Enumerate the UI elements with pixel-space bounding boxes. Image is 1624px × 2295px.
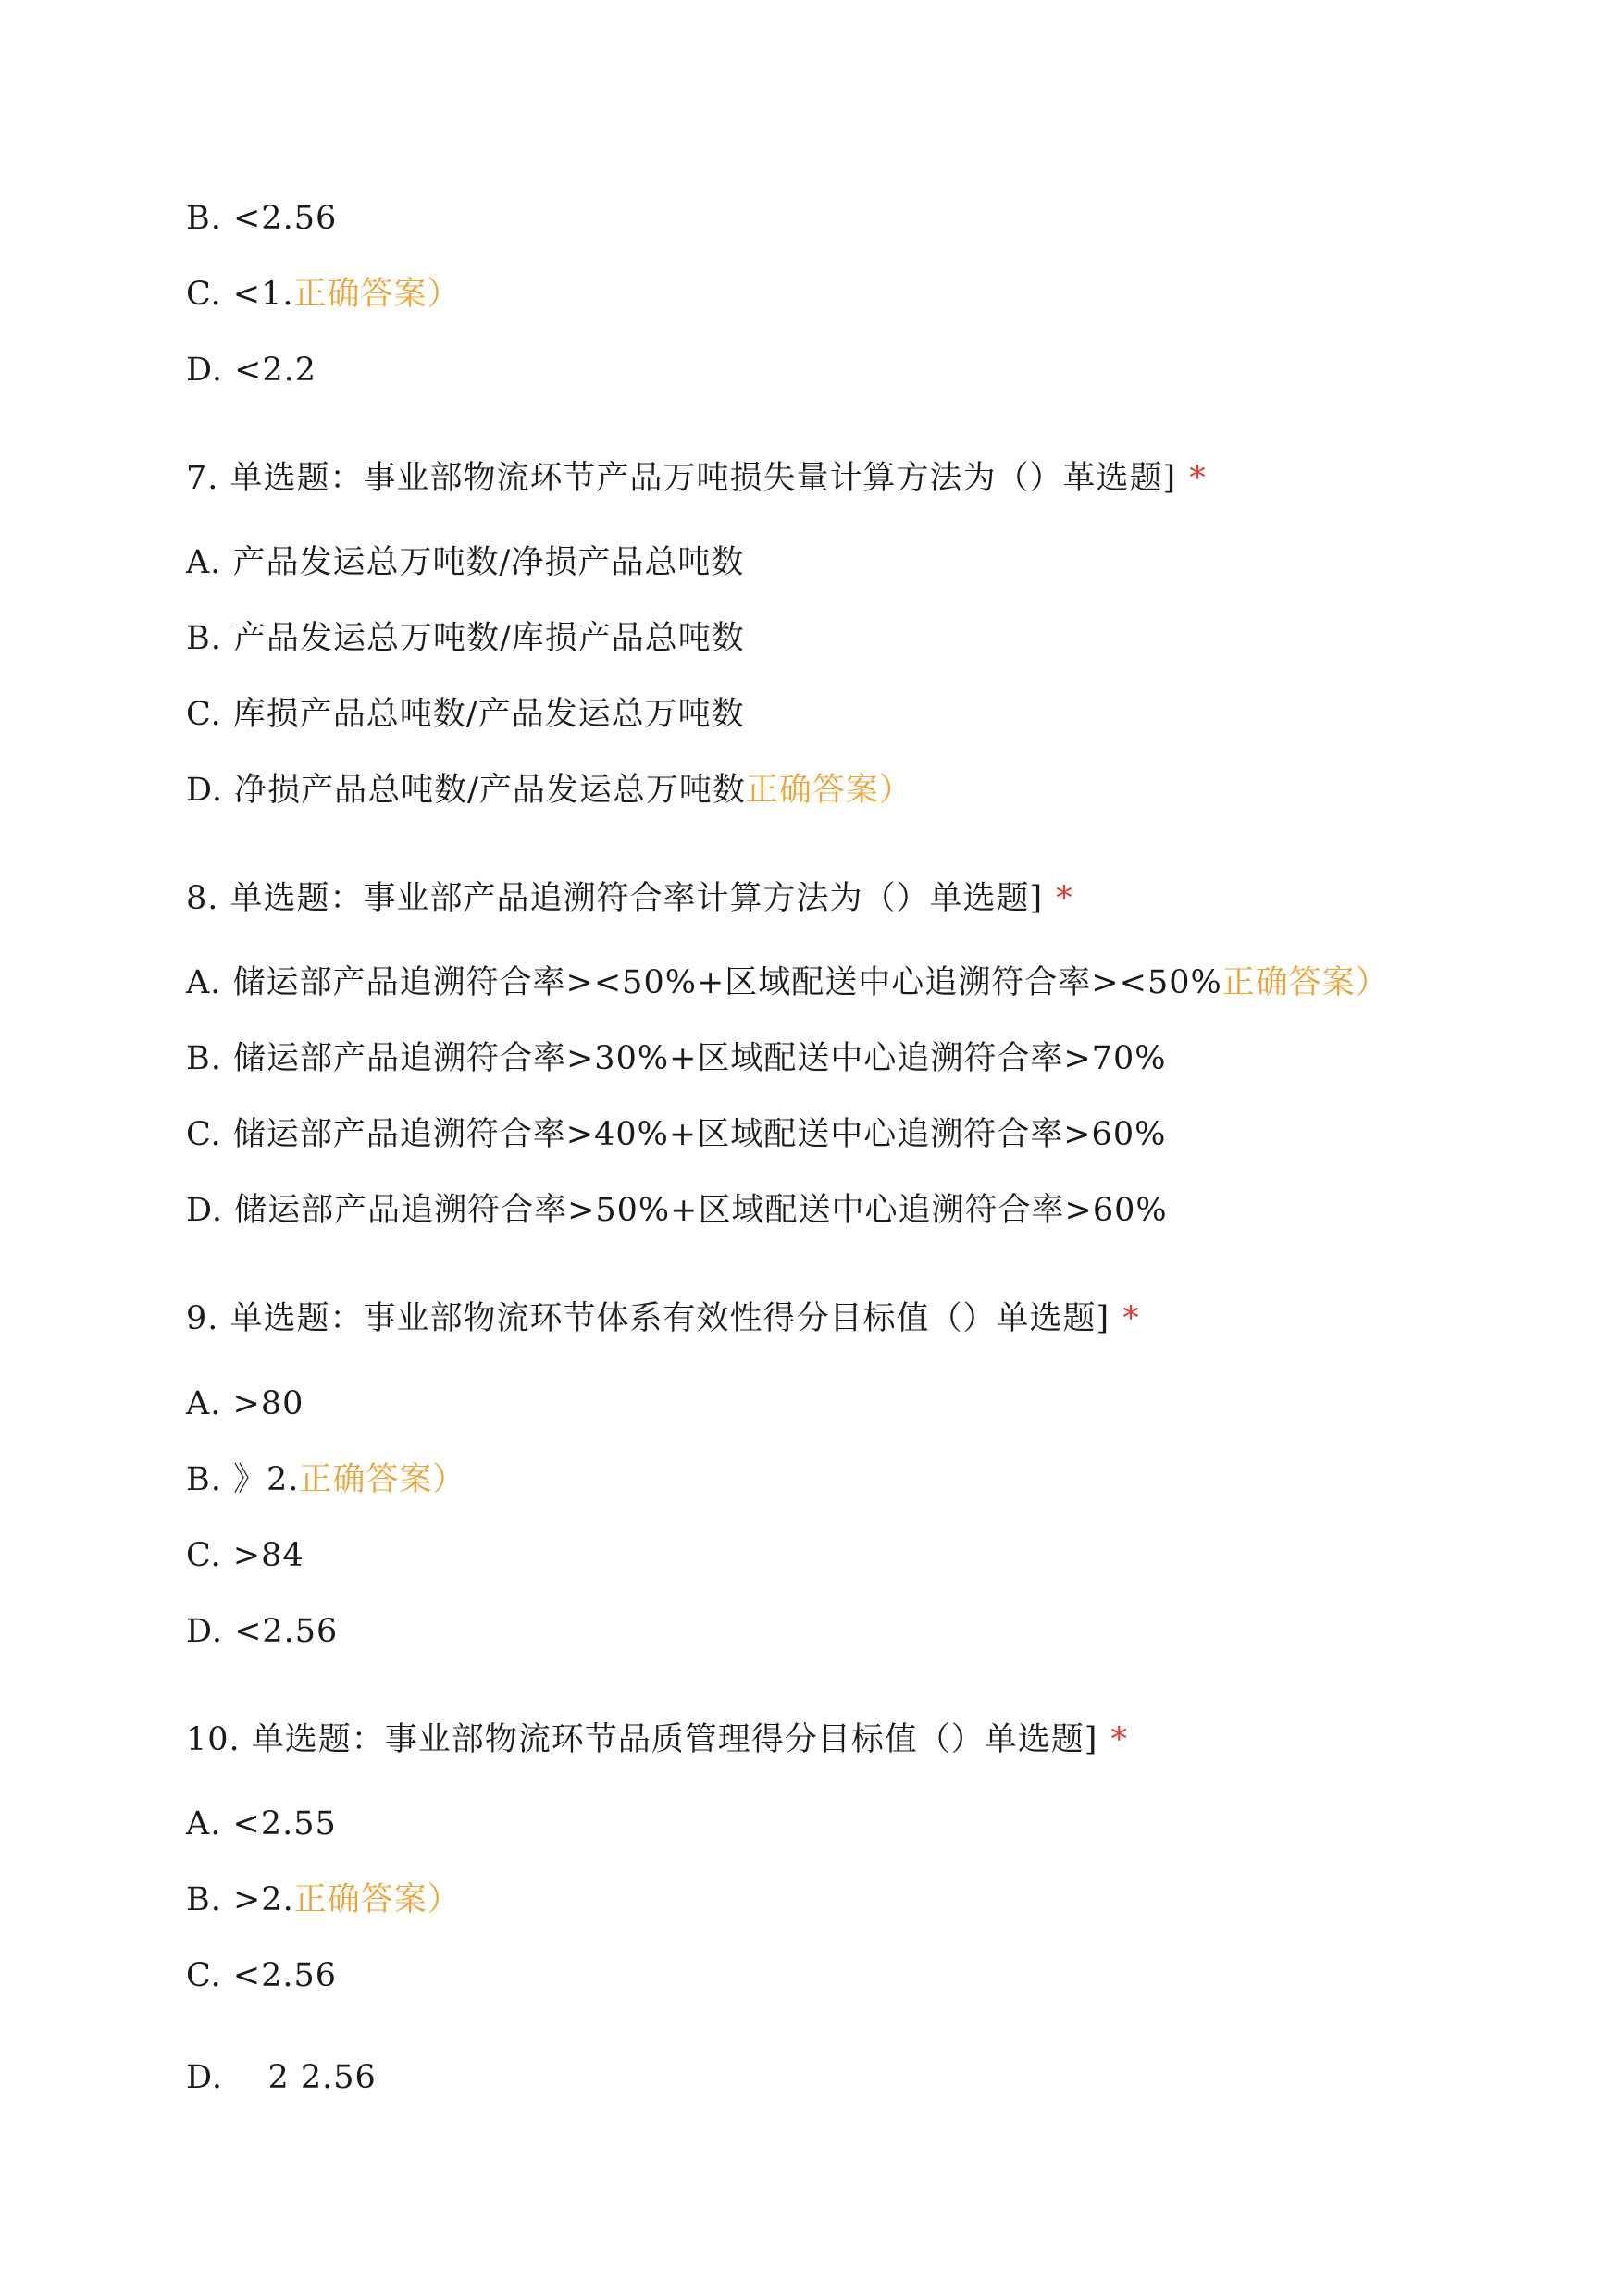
correct-answer-marker: 正确答案） <box>745 772 912 809</box>
correct-answer-marker: 正确答案） <box>293 1881 461 1918</box>
option-line: B. >2.正确答案） <box>186 1881 461 1918</box>
required-marker: * <box>1110 1721 1128 1758</box>
option-line: D. <2.56 <box>186 1613 339 1650</box>
question-line: 8. 单选题：事业部产品追溯符合率计算方法为（）单选题] * <box>186 880 1073 917</box>
required-marker: * <box>1189 460 1207 497</box>
option-line: C. 储运部产品追溯符合率>40%+区域配送中心追溯符合率>60% <box>186 1116 1167 1153</box>
option-line: C. 库损产品总吨数/产品发运总万吨数 <box>186 696 745 733</box>
option-line: D. <2.2 <box>186 352 317 389</box>
question-line: 7. 单选题：事业部物流环节产品万吨损失量计算方法为（）革选题] * <box>186 460 1207 497</box>
option-line: D. 净损产品总吨数/产品发运总万吨数正确答案） <box>186 772 912 809</box>
required-marker: * <box>1122 1300 1140 1337</box>
option-line: A. <2.55 <box>186 1805 337 1842</box>
option-line: C. >84 <box>186 1537 304 1574</box>
required-marker: * <box>1056 880 1073 917</box>
correct-answer-marker: 正确答案） <box>299 1461 466 1498</box>
question-line: 10. 单选题：事业部物流环节品质管理得分目标值（）单选题] * <box>186 1721 1128 1758</box>
option-line: B. 产品发运总万吨数/库损产品总吨数 <box>186 620 745 657</box>
option-line: C. <1.正确答案） <box>186 276 461 313</box>
option-line: B. 》2.正确答案） <box>186 1461 466 1498</box>
option-line: B. 储运部产品追溯符合率>30%+区域配送中心追溯符合率>70% <box>186 1040 1167 1077</box>
correct-answer-marker: 正确答案） <box>1221 964 1389 1001</box>
option-line: A. 产品发运总万吨数/净损产品总吨数 <box>186 544 745 581</box>
option-line: A. 储运部产品追溯符合率><50%+区域配送中心追溯符合率><50%正确答案） <box>186 964 1389 1001</box>
option-line: D. 储运部产品追溯符合率>50%+区域配送中心追溯符合率>60% <box>186 1192 1168 1229</box>
option-line: D. 2 2.56 <box>186 2059 377 2096</box>
option-line: A. >80 <box>186 1385 304 1422</box>
option-line: C. <2.56 <box>186 1957 338 1994</box>
option-line: B. <2.56 <box>186 200 338 237</box>
question-line: 9. 单选题：事业部物流环节体系有效性得分目标值（）单选题] * <box>186 1300 1140 1337</box>
correct-answer-marker: 正确答案） <box>293 276 461 313</box>
